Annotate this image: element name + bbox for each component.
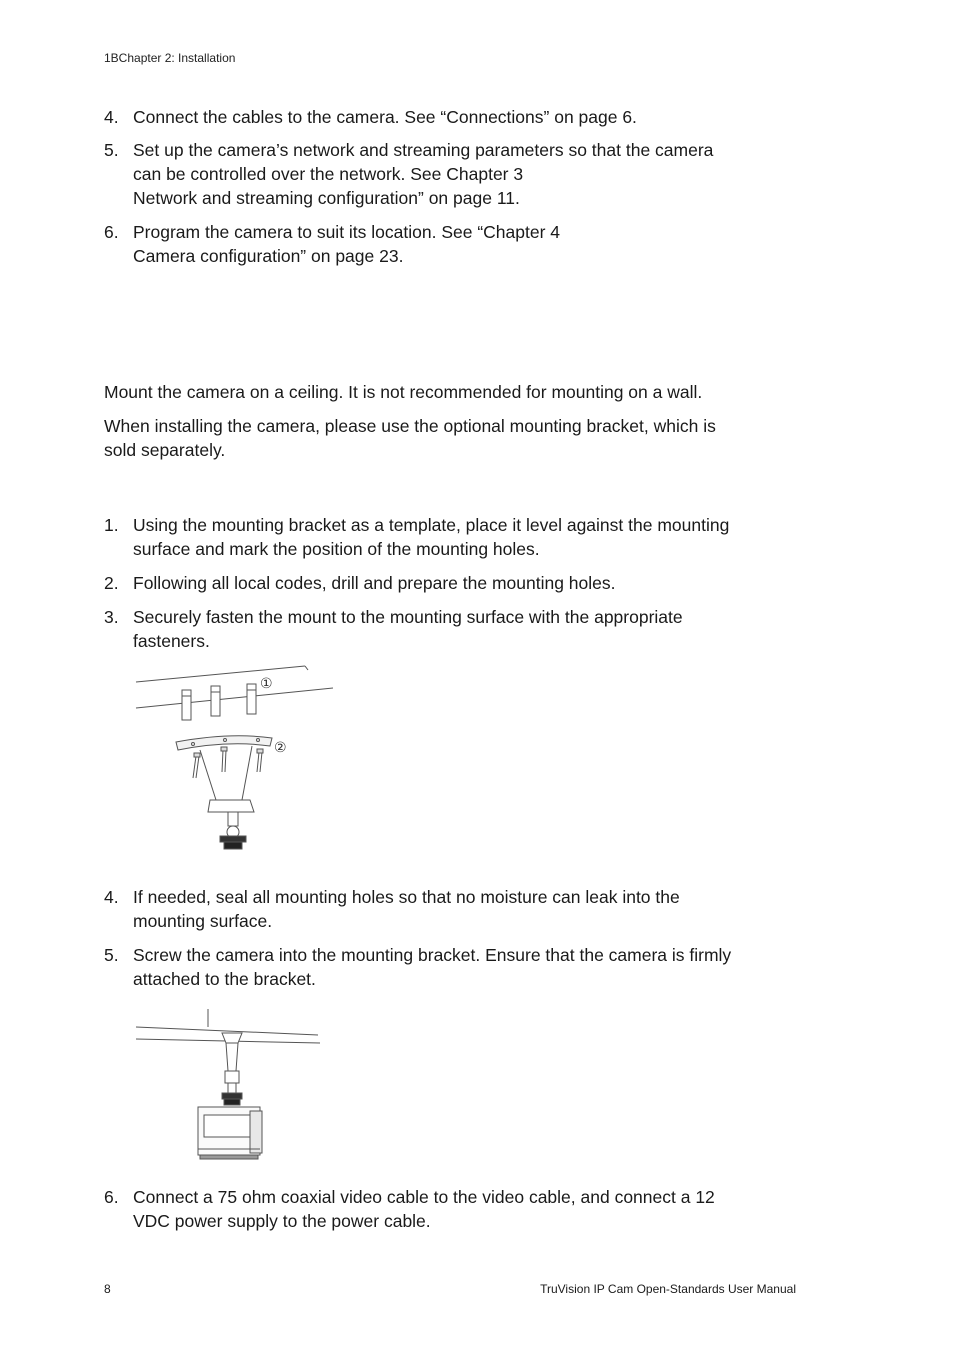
- list-text: attached to the bracket.: [133, 969, 316, 989]
- list-number: 3.: [104, 607, 119, 627]
- list-text: Connect a 75 ohm coaxial video cable to the video cable, and connect a 12: [133, 1187, 715, 1207]
- list-text: Camera configuration” on page 23.: [133, 246, 404, 266]
- list-item: [104, 1185, 804, 1233]
- list-text: Connect the cables to the camera. See “Connections” on page 6.: [133, 107, 637, 127]
- callout-1-label: ①: [260, 676, 273, 692]
- list-item: [104, 885, 804, 933]
- list-text: Screw the camera into the mounting bracket. Ensure that the camera is firmly: [133, 945, 732, 965]
- list-text: VDC power supply to the power cable.: [133, 1211, 431, 1231]
- list-text: can be controlled over the network. See Chapter 3: [133, 164, 524, 184]
- list-number: 1.: [104, 515, 119, 535]
- list-number: 6.: [104, 222, 119, 242]
- list-item: [104, 220, 804, 268]
- list-number: 6.: [104, 1187, 119, 1207]
- list-text: surface and mark the position of the mounting holes.: [133, 539, 540, 559]
- bracket-mounting-figure: [130, 660, 340, 860]
- list-text: fasteners.: [133, 631, 210, 651]
- list-item: [104, 105, 804, 129]
- list-number: 5.: [104, 945, 119, 965]
- list-item: [104, 138, 804, 210]
- list-item: [104, 513, 804, 561]
- list-item: [104, 571, 804, 595]
- callout-2-label: ②: [274, 740, 287, 756]
- camera-on-bracket-figure: [130, 1003, 330, 1163]
- list-item: [104, 605, 804, 653]
- paragraph: [104, 380, 804, 404]
- running-header: 1BChapter 2: Installation: [104, 51, 236, 65]
- list-text: mounting surface.: [133, 911, 273, 931]
- list-item: [104, 943, 804, 991]
- list-text: Set up the camera’s network and streaming parameters so that the camera: [133, 140, 714, 160]
- paragraph-text: sold separately.: [104, 440, 226, 460]
- paragraph: [104, 414, 804, 462]
- list-text: Network and streaming configuration” on page 11.: [133, 188, 520, 208]
- page-number: 8: [104, 1282, 111, 1296]
- list-number: 4.: [104, 107, 119, 127]
- paragraph-text: When installing the camera, please use the optional mounting bracket, which is: [104, 416, 716, 436]
- list-text: Following all local codes, drill and prepare the mounting holes.: [133, 573, 616, 593]
- list-number: 5.: [104, 140, 119, 160]
- list-number: 2.: [104, 573, 119, 593]
- list-text: Program the camera to suit its location. See “Chapter 4: [133, 222, 561, 242]
- list-text: Securely fasten the mount to the mounting surface with the appropriate: [133, 607, 683, 627]
- list-text: If needed, seal all mounting holes so that no moisture can leak into the: [133, 887, 680, 907]
- list-text: Using the mounting bracket as a template, place it level against the mounting: [133, 515, 730, 535]
- list-number: 4.: [104, 887, 119, 907]
- paragraph-text: Mount the camera on a ceiling. It is not recommended for mounting on a wall.: [104, 382, 703, 402]
- footer-manual-title: TruVision IP Cam Open-Standards User Manual: [540, 1282, 796, 1296]
